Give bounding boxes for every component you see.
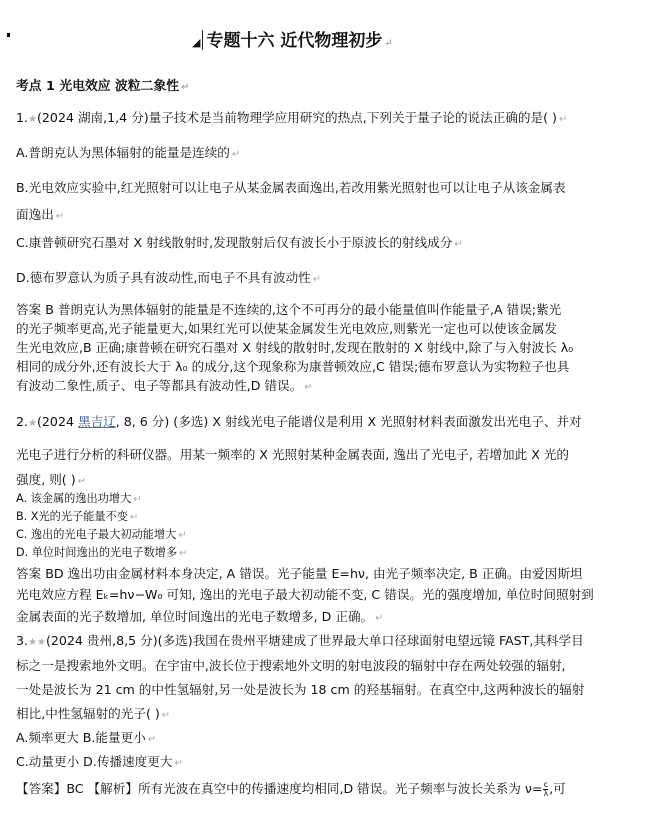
q2-stem-line3: 强度, 则( ) ↵: [16, 472, 87, 487]
fraction-c-over-lambda: $\frac{c}{\lambda}$: [543, 780, 549, 798]
paragraph-return-icon: ↵: [304, 382, 313, 393]
cursor-bar: [202, 30, 203, 50]
q1-answer-line: 有波动二象性,质子、电子等都具有波动性,D 错误。 ↵: [16, 378, 313, 393]
paragraph-return-icon: ↵: [181, 82, 190, 93]
q2-answer-line: 光电效应方程 Eₖ=hν−W₀ 可知, 逸出的光电子最大初动能不变, C 错误。光的强度增加, 单位时间照射到: [16, 587, 594, 602]
paragraph-return-icon: ↵: [55, 211, 65, 222]
q1-answer-line: 相同的成分外,还有波长大于 λ₀ 的成分,这个现象称为康普顿效应,C 错误;德布罗意认为实物粒子也具: [16, 359, 570, 374]
paragraph-return-icon: ↵: [129, 512, 139, 523]
q2-answer-line: 金属表面的光子数增加, 单位时间逸出的光电子数增多, D 正确。 ↵: [16, 609, 384, 624]
q3-stem-line: 一处是波长为 21 cm 的中性氢辐射,另一处是波长为 18 cm 的羟基辐射。在真空中,这两种波长的辐射: [16, 682, 585, 697]
q1-option-c: C.康普顿研究石墨对 X 射线散射时,发现散射后仅有波长小于原波长的射线成分 ↵: [16, 235, 463, 250]
q2-stem-line2: 光电子进行分析的科研仪器。用某一频率的 X 光照射某种金属表面, 逸出了光电子, 若增加此 X 光的: [16, 447, 570, 462]
q1-option-b-cont: 面逸出 ↵: [16, 207, 65, 222]
q2-option-d: D. 单位时间逸出的光电子数增多 ↵: [16, 546, 188, 559]
q1-option-b: B.光电效应实验中,红光照射可以让电子从某金属表面逸出,若改用紫光照射也可以让电子从该金属表: [16, 180, 566, 195]
paragraph-return-icon: ↵: [77, 476, 87, 487]
q1-answer-line: 的光子频率更高,光子能量更大,如果红光可以使某金属发生光电效应,则紫光一定也可以使该金属发: [16, 321, 557, 336]
section-heading: 考点 1 光电效应 波粒二象性 ↵: [16, 79, 190, 94]
q2-answer-line: 答案 BD 逸出功由金属材料本身决定, A 错误。光子能量 E=hν, 由光子频率决定, B 正确。由爱因斯坦: [16, 566, 583, 581]
difficulty-star-icon: ★: [28, 114, 37, 125]
q2-option-a: A. 该金属的逸出功增大 ↵: [16, 492, 142, 505]
paragraph-return-icon: ↵: [454, 239, 463, 250]
q1-option-d: D.德布罗意认为质子具有波动性,而电子不具有波动性 ↵: [16, 270, 322, 285]
paragraph-return-icon: ↵: [375, 613, 384, 624]
q3-stem-line: 相比,中性氢辐射的光子( ) ↵: [16, 706, 171, 721]
q1-stem: 1.★(2024 湖南,1,4 分)量子技术是当前物理学应用研究的热点,下列关于量子论的说法正确的是( ) ↵: [16, 110, 568, 125]
q3-stem-line: 标之一是搜索地外文明。在宇宙中,波长位于搜索地外文明的射电波段的辐射中存在两处较强的辐射,: [16, 658, 566, 673]
triangle-icon: ◢: [192, 36, 201, 49]
paragraph-return-icon: ↵: [231, 149, 241, 160]
paragraph-return-icon: ↵: [174, 758, 183, 769]
q2-stem: 2.★(2024 黑吉辽, 8, 6 分) (多选) X 射线光电子能谱仪是利用 X 光照射材料表面激发出光电子、并对: [16, 414, 582, 429]
q1-answer-line: 生光电效应,B 正确;康普顿在研究石墨对 X 射线的散射时,发现在散射的 X 射线中,除了与入射波长 λ₀: [16, 340, 574, 355]
q1-answer-line: 答案 B 普朗克认为黑体辐射的能量是不连续的,这个不可再分的最小能量值叫作能量子,A 错误;紫光: [16, 302, 562, 317]
q3-answer-line: 【答案】BC 【解析】所有光波在真空中的传播速度均相同,D 错误。光子频率与波长关系为 ν= $\frac{c}{\lambda}$ ,可: [16, 780, 566, 798]
paragraph-return-icon: ↵: [179, 548, 188, 559]
bullet-mark: [7, 33, 10, 37]
q3-options-cd: C.动量更小 D.传播速度更大 ↵: [16, 754, 183, 769]
source-link[interactable]: 黑吉辽: [77, 414, 116, 429]
q1-option-a: A.普朗克认为黑体辐射的能量是连续的 ↵: [16, 145, 241, 160]
difficulty-star-icon: ★★: [28, 637, 46, 648]
paragraph-return-icon: ↵: [133, 494, 142, 505]
difficulty-star-icon: ★: [28, 418, 37, 429]
q2-option-b: B. X光的光子能量不变 ↵: [16, 510, 139, 523]
paragraph-return-icon: ↵: [147, 734, 157, 745]
paragraph-return-icon: ↵: [161, 710, 171, 721]
title-text: 专题十六 近代物理初步: [206, 31, 383, 51]
q3-stem: 3.★★(2024 贵州,8,5 分)(多选)我国在贵州平塘建成了世界最大单口径球面射电望远镜 FAST,其科学目: [16, 633, 584, 648]
paragraph-return-icon: ↵: [312, 274, 322, 285]
q3-options-ab: A.频率更大 B.能量更小 ↵: [16, 730, 157, 745]
paragraph-return-icon: ↵: [558, 114, 568, 125]
page-title: [192, 26, 393, 51]
q2-option-c: C. 逸出的光电子最大初动能增大 ↵: [16, 528, 187, 541]
paragraph-return-icon: ↵: [384, 38, 393, 49]
paragraph-return-icon: ↵: [178, 530, 187, 541]
